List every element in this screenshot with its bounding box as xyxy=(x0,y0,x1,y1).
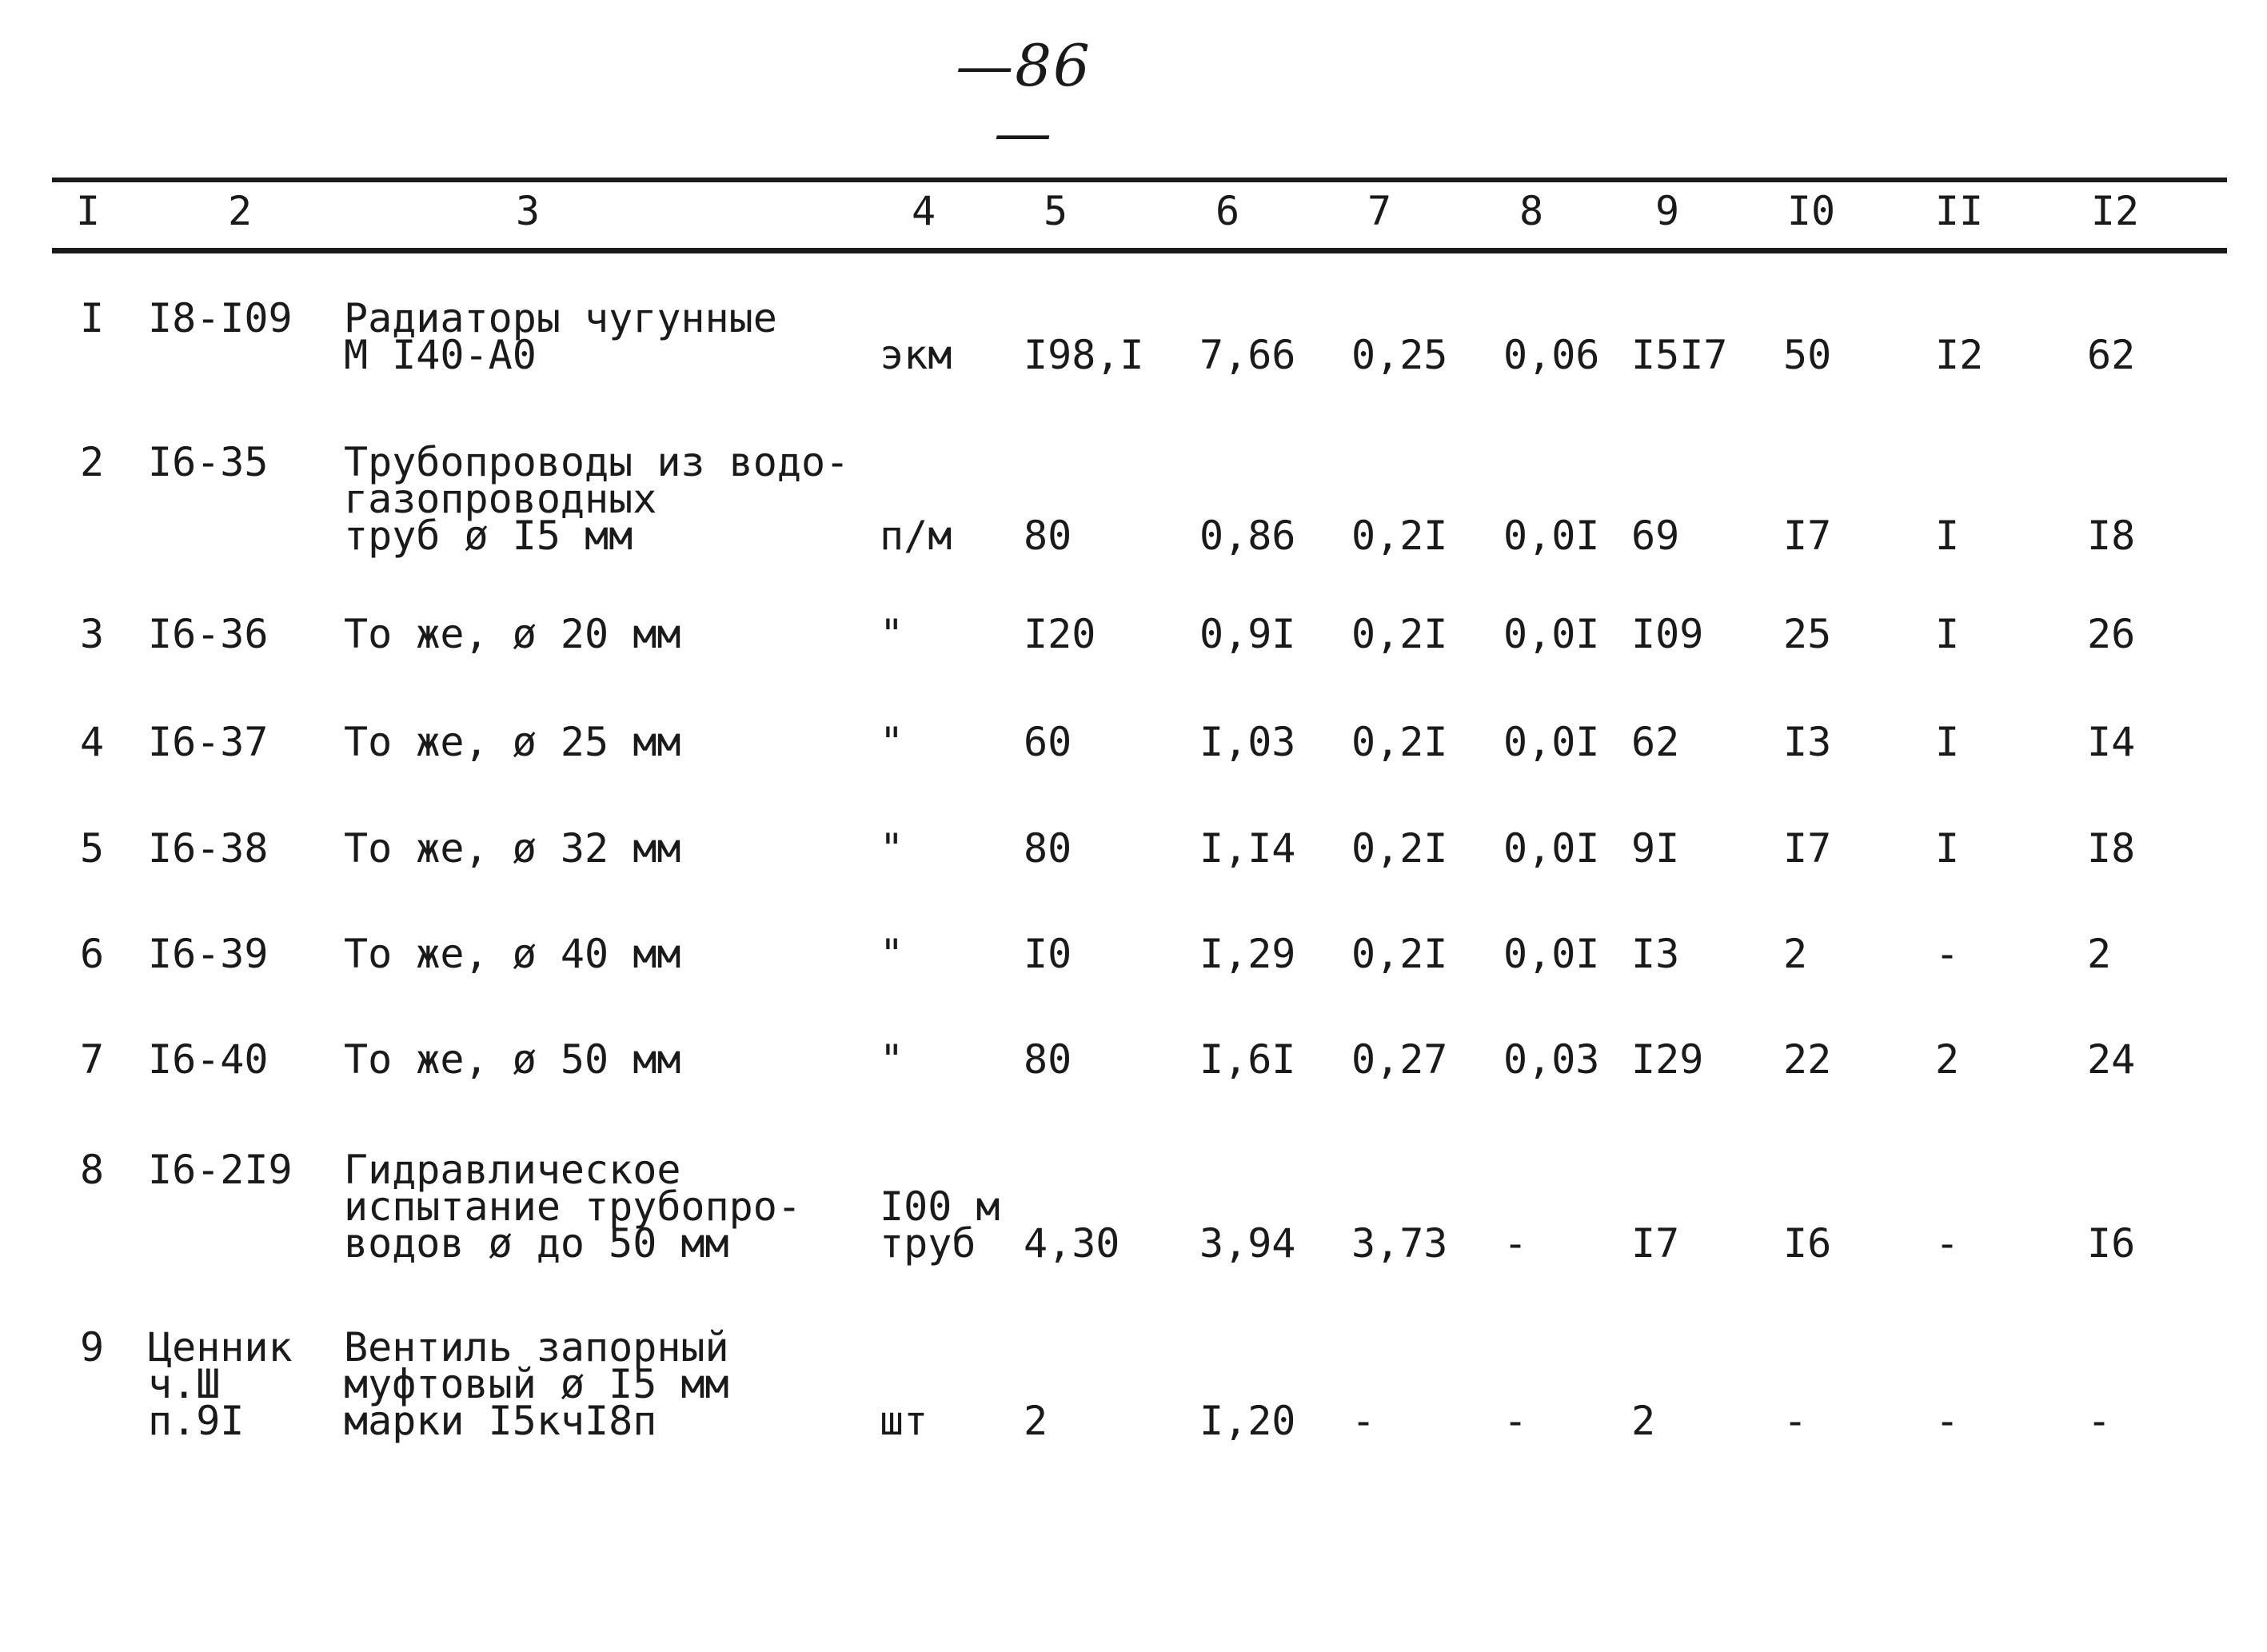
value-c11: - xyxy=(1935,931,1960,977)
price-code: I6-36 xyxy=(148,611,269,657)
work-name-line: То же, ø 20 мм xyxy=(344,611,681,657)
value-c12: I8 xyxy=(2087,513,2136,559)
row-number: 8 xyxy=(80,1147,105,1193)
row-number: 4 xyxy=(80,719,105,765)
value-c12: - xyxy=(2087,1398,2112,1444)
value-c5: 2 xyxy=(1024,1398,1048,1444)
unit-line: " xyxy=(880,1036,904,1083)
value-c8: 0,06 xyxy=(1503,332,1600,378)
value-c5: 80 xyxy=(1024,825,1072,872)
work-name-line: М I40-А0 xyxy=(344,332,537,378)
value-c9: 62 xyxy=(1631,719,1680,765)
value-c5: 60 xyxy=(1024,719,1072,765)
work-name-line: испытание трубопро- xyxy=(344,1183,801,1230)
unit-line: " xyxy=(880,611,904,657)
price-code: I6-2I9 xyxy=(148,1147,293,1193)
value-c10: 25 xyxy=(1783,611,1832,657)
unit-line: " xyxy=(880,931,904,977)
value-c10: 22 xyxy=(1783,1036,1832,1083)
row-number: 9 xyxy=(80,1324,105,1371)
value-c5: 80 xyxy=(1024,1036,1072,1083)
value-c11: I xyxy=(1935,825,1960,872)
row-number: 7 xyxy=(80,1036,105,1083)
value-c10: - xyxy=(1783,1398,1808,1444)
work-name-line: марки I5кчI8п xyxy=(344,1398,657,1444)
row-number: I xyxy=(80,295,105,341)
price-code: I8-I09 xyxy=(148,295,293,341)
value-c9: I7 xyxy=(1631,1220,1680,1267)
value-c8: - xyxy=(1503,1398,1528,1444)
value-c10: I7 xyxy=(1783,825,1832,872)
value-c11: - xyxy=(1935,1398,1960,1444)
value-c8: 0,03 xyxy=(1503,1036,1600,1083)
value-c8: - xyxy=(1503,1220,1528,1267)
work-name-line: труб ø I5 мм xyxy=(344,513,633,559)
price-code: I6-40 xyxy=(148,1036,269,1083)
value-c10: I7 xyxy=(1783,513,1832,559)
work-name-line: То же, ø 40 мм xyxy=(344,931,681,977)
work-name-line: Вентиль запорный xyxy=(344,1324,729,1371)
value-c12: 26 xyxy=(2087,611,2136,657)
header-cell-11: II xyxy=(1934,188,1984,234)
value-c10: 2 xyxy=(1783,931,1808,977)
value-c7: 0,2I xyxy=(1351,611,1448,657)
value-c7: 0,25 xyxy=(1351,332,1448,378)
header-cell-4: 4 xyxy=(911,188,936,234)
value-c8: 0,0I xyxy=(1503,513,1600,559)
value-c9: 69 xyxy=(1631,513,1680,559)
price-code: I6-39 xyxy=(148,931,269,977)
value-c6: 3,94 xyxy=(1199,1220,1296,1267)
row-number: 6 xyxy=(80,931,105,977)
value-c6: I,20 xyxy=(1199,1398,1296,1444)
value-c7: 0,2I xyxy=(1351,513,1448,559)
header-cell-9: 9 xyxy=(1654,188,1680,234)
price-code: I6-35 xyxy=(148,439,269,485)
value-c6: I,6I xyxy=(1199,1036,1296,1083)
value-c11: 2 xyxy=(1935,1036,1960,1083)
work-name-line: Гидравлическое xyxy=(344,1147,681,1193)
work-name-line: газопроводных xyxy=(344,476,657,522)
price-code: I6-38 xyxy=(148,825,269,872)
header-cell-6: 6 xyxy=(1215,188,1240,234)
value-c7: 0,2I xyxy=(1351,719,1448,765)
value-c12: I4 xyxy=(2087,719,2136,765)
unit-line: п/м xyxy=(880,513,952,559)
value-c10: I6 xyxy=(1783,1220,1832,1267)
value-c7: 3,73 xyxy=(1351,1220,1448,1267)
value-c12: 2 xyxy=(2087,931,2112,977)
work-name-line: муфтовый ø I5 мм xyxy=(344,1361,729,1407)
value-c7: 0,2I xyxy=(1351,825,1448,872)
value-c12: I6 xyxy=(2087,1220,2136,1267)
header-cell-12: I2 xyxy=(2090,188,2140,234)
row-number: 5 xyxy=(80,825,105,872)
header-cell-3: 3 xyxy=(515,188,541,234)
value-c11: - xyxy=(1935,1220,1960,1267)
value-c6: I,03 xyxy=(1199,719,1296,765)
value-c5: I98,I xyxy=(1024,332,1144,378)
row-number: 2 xyxy=(80,439,105,485)
row-number: 3 xyxy=(80,611,105,657)
value-c6: 0,86 xyxy=(1199,513,1296,559)
value-c11: I2 xyxy=(1935,332,1984,378)
value-c6: I,29 xyxy=(1199,931,1296,977)
value-c7: 0,27 xyxy=(1351,1036,1448,1083)
work-name-line: То же, ø 50 мм xyxy=(344,1036,681,1083)
work-name-line: Трубопроводы из водо- xyxy=(344,439,850,485)
value-c11: I xyxy=(1935,611,1960,657)
header-cell-2: 2 xyxy=(227,188,253,234)
value-c5: I0 xyxy=(1024,931,1072,977)
value-c5: 80 xyxy=(1024,513,1072,559)
value-c8: 0,0I xyxy=(1503,825,1600,872)
value-c9: I09 xyxy=(1631,611,1704,657)
value-c12: 62 xyxy=(2087,332,2136,378)
work-name-line: То же, ø 32 мм xyxy=(344,825,681,872)
table-header-rule xyxy=(52,248,2227,253)
price-code: Ценник ч.Ш п.9I xyxy=(148,1324,293,1444)
value-c9: I3 xyxy=(1631,931,1680,977)
value-c12: 24 xyxy=(2087,1036,2136,1083)
value-c8: 0,0I xyxy=(1503,931,1600,977)
value-c10: I3 xyxy=(1783,719,1832,765)
unit-line: " xyxy=(880,825,904,872)
unit-line: труб xyxy=(880,1220,976,1267)
unit-line: I00 м xyxy=(880,1183,1000,1230)
value-c11: I xyxy=(1935,719,1960,765)
header-cell-8: 8 xyxy=(1519,188,1544,234)
table-top-rule xyxy=(52,178,2227,182)
value-c9: 2 xyxy=(1631,1398,1656,1444)
header-cell-5: 5 xyxy=(1043,188,1068,234)
unit-line: экм xyxy=(880,332,952,378)
value-c8: 0,0I xyxy=(1503,719,1600,765)
header-cell-1: I xyxy=(75,188,101,234)
value-c8: 0,0I xyxy=(1503,611,1600,657)
value-c7: 0,2I xyxy=(1351,931,1448,977)
header-cell-10: I0 xyxy=(1786,188,1836,234)
page-number: —86— xyxy=(956,32,1092,166)
value-c9: 9I xyxy=(1631,825,1680,872)
price-code: I6-37 xyxy=(148,719,269,765)
value-c5: 4,30 xyxy=(1024,1220,1120,1267)
value-c11: I xyxy=(1935,513,1960,559)
value-c6: 7,66 xyxy=(1199,332,1296,378)
work-name-line: водов ø до 50 мм xyxy=(344,1220,729,1267)
value-c7: - xyxy=(1351,1398,1376,1444)
work-name-line: Радиаторы чугунные xyxy=(344,295,777,341)
value-c9: I5I7 xyxy=(1631,332,1728,378)
value-c5: I20 xyxy=(1024,611,1096,657)
value-c12: I8 xyxy=(2087,825,2136,872)
value-c6: 0,9I xyxy=(1199,611,1296,657)
header-cell-7: 7 xyxy=(1367,188,1392,234)
value-c6: I,I4 xyxy=(1199,825,1296,872)
unit-line: " xyxy=(880,719,904,765)
value-c9: I29 xyxy=(1631,1036,1704,1083)
value-c10: 50 xyxy=(1783,332,1832,378)
unit-line: шт xyxy=(880,1398,928,1444)
work-name-line: То же, ø 25 мм xyxy=(344,719,681,765)
